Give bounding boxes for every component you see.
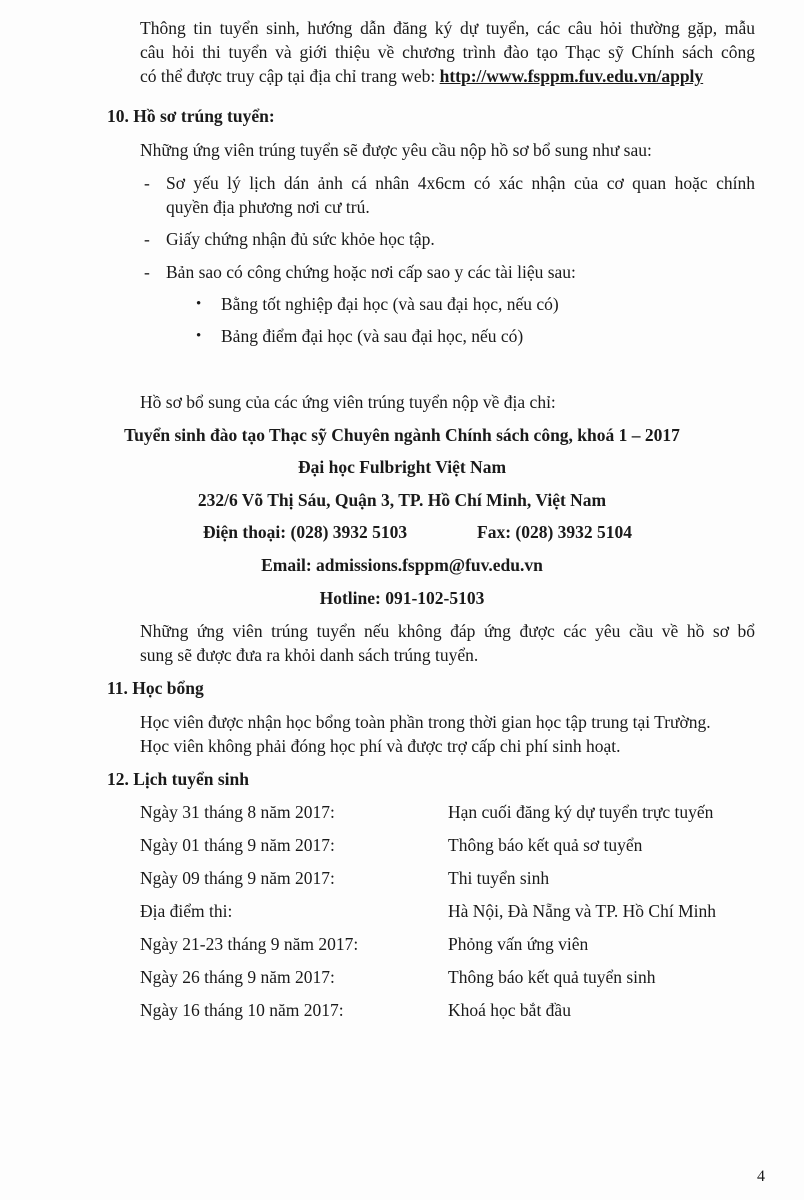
intro-line-2: câu hỏi thi tuyển và giới thiệu về chương trình đào tạo Thạc sỹ Chính sách công bbox=[140, 42, 755, 62]
address-lead: Hồ sơ bổ sung của các ứng viên trúng tuyển nộp về địa chỉ: bbox=[140, 392, 556, 412]
phone: Điện thoại: (028) 3932 5103 bbox=[203, 522, 408, 542]
intro-line-3-text: có thể được truy cập tại địa chỉ trang web: bbox=[140, 66, 440, 86]
email[interactable]: Email: admissions.fsppm@fuv.edu.vn bbox=[261, 555, 543, 575]
apply-url-link[interactable]: http://www.fsppm.fuv.edu.vn/apply bbox=[439, 66, 704, 86]
schedule-date: Địa điểm thi: bbox=[140, 901, 233, 921]
dash-marker: - bbox=[144, 173, 150, 193]
scholarship-line-1: Học viên được nhận học bổng toàn phần trong thời gian học tập trung tại Trường. bbox=[140, 712, 711, 732]
schedule-date: Ngày 21-23 tháng 9 năm 2017: bbox=[140, 934, 359, 954]
fax: Fax: (028) 3932 5104 bbox=[477, 522, 633, 542]
schedule-date: Ngày 31 tháng 8 năm 2017: bbox=[140, 802, 335, 822]
scholarship-line-2: Học viên không phải đóng học phí và được trợ cấp chi phí sinh hoạt. bbox=[140, 736, 621, 756]
page-number: 4 bbox=[757, 1168, 765, 1185]
schedule-event: Thi tuyển sinh bbox=[448, 868, 550, 888]
address-org: Đại học Fulbright Việt Nam bbox=[297, 457, 507, 477]
section-10-heading: 10. Hồ sơ trúng tuyển: bbox=[107, 106, 275, 126]
schedule-event: Hà Nội, Đà Nẵng và TP. Hồ Chí Minh bbox=[448, 901, 716, 921]
schedule-event: Thông báo kết quả sơ tuyển bbox=[448, 835, 643, 855]
dash-marker: - bbox=[144, 229, 150, 249]
section-11-heading: 11. Học bổng bbox=[107, 678, 204, 698]
schedule-date: Ngày 16 tháng 10 năm 2017: bbox=[140, 1000, 344, 1020]
sub-item-2: Bảng điểm đại học (và sau đại học, nếu có) bbox=[221, 326, 524, 346]
intro-line-1: Thông tin tuyển sinh, hướng dẫn đăng ký dự tuyển, các câu hỏi thường gặp, mẫu bbox=[140, 18, 755, 38]
schedule-date: Ngày 26 tháng 9 năm 2017: bbox=[140, 967, 335, 987]
requirement-3: Bản sao có công chứng hoặc nơi cấp sao y các tài liệu sau: bbox=[166, 262, 576, 282]
schedule-date: Ngày 01 tháng 9 năm 2017: bbox=[140, 835, 335, 855]
requirement-2: Giấy chứng nhận đủ sức khỏe học tập. bbox=[166, 229, 435, 249]
address-title: Tuyển sinh đào tạo Thạc sỹ Chuyên ngành Chính sách công, khoá 1 – 2017 bbox=[124, 425, 680, 445]
section-10-lead: Những ứng viên trúng tuyển sẽ được yêu cầu nộp hồ sơ bổ sung như sau: bbox=[140, 140, 652, 160]
schedule-date: Ngày 09 tháng 9 năm 2017: bbox=[140, 868, 335, 888]
schedule-event: Khoá học bắt đầu bbox=[448, 1000, 571, 1020]
bullet-marker: • bbox=[196, 296, 202, 312]
bullet-marker: • bbox=[196, 328, 202, 344]
address-street: 232/6 Võ Thị Sáu, Quận 3, TP. Hồ Chí Minh, Việt Nam bbox=[197, 490, 607, 510]
hotline: Hotline: 091-102-5103 bbox=[319, 588, 485, 608]
note-line-1: Những ứng viên trúng tuyển nếu không đáp ứng được các yêu cầu về hồ sơ bổ bbox=[140, 621, 755, 641]
requirement-1-line-2: quyền địa phương nơi cư trú. bbox=[166, 197, 370, 217]
schedule-event: Hạn cuối đăng ký dự tuyển trực tuyến bbox=[448, 802, 714, 822]
sub-item-1: Bằng tốt nghiệp đại học (và sau đại học, nếu có) bbox=[221, 294, 559, 314]
section-12-heading: 12. Lịch tuyển sinh bbox=[107, 769, 249, 789]
note-line-2: sung sẽ được đưa ra khỏi danh sách trúng tuyển. bbox=[140, 645, 479, 665]
requirement-1-line-1: Sơ yếu lý lịch dán ảnh cá nhân 4x6cm có xác nhận của cơ quan hoặc chính bbox=[166, 173, 755, 193]
intro-line-3 bbox=[140, 66, 703, 86]
schedule-event: Phỏng vấn ứng viên bbox=[448, 934, 589, 954]
schedule-event: Thông báo kết quả tuyển sinh bbox=[448, 967, 656, 987]
dash-marker: - bbox=[144, 262, 150, 282]
